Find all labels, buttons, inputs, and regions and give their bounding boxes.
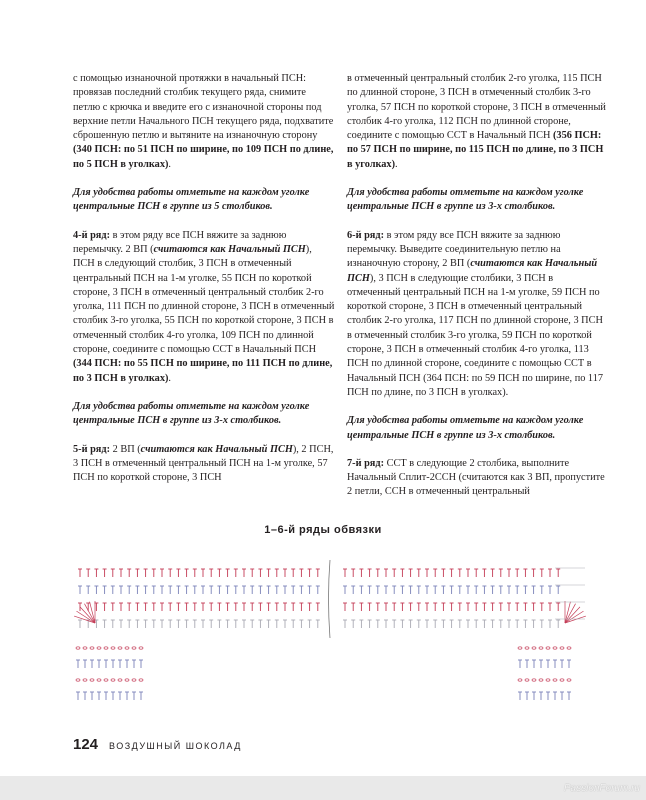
- fold-line: [329, 560, 331, 638]
- text-column-right: [347, 72, 609, 500]
- text: в этом ряду все ПСН вяжите за заднюю перемычку. Выведите соединительную петлю на изнаночную сторону, 2 ВП (: [347, 229, 561, 270]
- chain-mark: [111, 647, 115, 649]
- chain-mark: [111, 679, 115, 681]
- chain-mark: [76, 679, 80, 681]
- row-label: 5-й ряд:: [73, 443, 111, 455]
- page-number: 124: [73, 736, 99, 753]
- chain-mark: [118, 647, 122, 649]
- chain-mark: [97, 679, 101, 681]
- text-emphasis: считаются как Начальный ПСН: [153, 243, 306, 255]
- note-markers: Для удобства работы отметьте на каждом уголке центральные ПСН в группе из 3-х столбиков.: [347, 415, 584, 441]
- chain-mark: [567, 647, 571, 649]
- paragraph-row4: [73, 229, 335, 386]
- chain-mark: [90, 679, 94, 681]
- paragraph-row6: [347, 229, 609, 401]
- chain-mark: [125, 647, 129, 649]
- text: в отмеченный центральный столбик 2-го уголка, 115 ПСН по длинной стороне, 3 ПСН в отмеченный столбик 3-го уголка, 57 ПСН по короткой стороне, 3 ПСН в отмеченный столбик 4-го уголка, 112 ПСН по длинной стороне, соедините с помощью ССТ в Начальный ПСН: [347, 73, 606, 142]
- chain-mark: [560, 679, 564, 681]
- text: с помощью изнаночной протяжки в начальный ПСН: провязав последний столбик текущего ряда, снимите петлю с крючка и введите его с изнаночной стороны под верхние петли Начального ПСН текущего ряда, подхватите сброшенную петлю и вытяните на изнаночную сторону: [73, 73, 334, 142]
- chain-mark: [553, 647, 557, 649]
- text: 2 ВП (: [110, 443, 141, 455]
- text: в этом ряду все ПСН вяжите за заднюю перемычку. 2 ВП (: [73, 229, 287, 255]
- watermark: PassionForum.ru: [563, 783, 640, 794]
- text: ССТ в следующие 2 столбика, выполните Начальный Сплит-2ССН (считаются как 3 ВП, пропустите 2 петли, ССН в отмеченный центральный: [347, 457, 605, 498]
- chain-mark: [567, 679, 571, 681]
- diagram-title: 1–6-й ряды обвязки: [264, 524, 382, 536]
- book-title: ВОЗДУШНЫЙ ШОКОЛАД: [109, 741, 242, 751]
- stitch-count: (344 ПСН: по 55 ПСН по ширине, по 111 ПСН по длине, по 3 ПСН в уголках): [73, 358, 333, 384]
- note-markers: Для удобства работы отметьте на каждом уголке центральные ПСН в группе из 3-х столбиков.: [73, 400, 310, 427]
- chain-mark: [546, 647, 550, 649]
- text: .: [168, 158, 171, 170]
- chain-mark: [139, 647, 143, 649]
- chain-mark: [83, 679, 87, 681]
- chain-mark: [83, 647, 87, 649]
- text: ), 3 ПСН в следующие столбики, 3 ПСН в отмеченный центральный ПСН на 1-м уголке, 59 ПСН по короткой стороне, 3 ПСН в отмеченный центральный столбик 2-го уголка, 117 ПСН по длинной стороне, 3 ПСН в отмеченный столбик 3-го уголка, 59 ПСН по короткой стороне, 3 ПСН в отмеченный столбик 4-го уголка, 113 ПСН по длинной стороне, соедините с помощью ССТ в Начальный ПСН (364 ПСН: по 59 ПСН по ширине, по 117 ПСН по длине, по 3 ПСН в уголках).: [347, 272, 603, 398]
- chain-mark: [539, 679, 543, 681]
- stitch-count: (356 ПСН: по 57 ПСН по ширине, по 115 ПСН по длине, по 3 ПСН в уголках): [347, 130, 604, 170]
- chain-mark: [97, 647, 101, 649]
- chain-mark: [539, 647, 543, 649]
- paragraph-row3-end: [73, 72, 335, 172]
- note-markers: Для удобства работы отметьте на каждом уголке центральные ПСН в группе из 3-х столбиков.: [347, 187, 584, 213]
- chain-mark: [560, 647, 564, 649]
- chain-mark: [518, 647, 522, 649]
- text: .: [395, 158, 398, 170]
- chain-mark: [118, 679, 122, 681]
- text: ), 2 ПСН, 3 ПСН в отмеченный центральный ПСН на 1-м уголке, 57 ПСН по короткой стороне, 3 ПСН: [73, 443, 334, 484]
- chain-mark: [76, 647, 80, 649]
- chain-mark: [518, 679, 522, 681]
- chain-mark: [104, 647, 108, 649]
- paragraph-row5: [73, 443, 335, 486]
- crochet-chart: [0, 548, 646, 713]
- stitch-count: (340 ПСН: по 51 ПСН по ширине, по 109 ПСН по длине, по 5 ПСН в уголках): [73, 144, 334, 170]
- chain-mark: [132, 647, 136, 649]
- text-emphasis: считаются как Начальный ПСН: [347, 258, 598, 284]
- chain-mark: [139, 679, 143, 681]
- text-column-left: [73, 72, 335, 485]
- chain-mark: [525, 647, 529, 649]
- chain-mark: [90, 647, 94, 649]
- text-emphasis: считаются как Начальный ПСН: [140, 443, 293, 455]
- chain-mark: [525, 679, 529, 681]
- chain-mark: [546, 679, 550, 681]
- paragraph-row5-end: [347, 72, 609, 172]
- row-label: 6-й ряд:: [347, 229, 385, 241]
- paragraph-row7: [347, 457, 609, 500]
- chain-mark: [104, 679, 108, 681]
- note-markers: Для удобства работы отметьте на каждом уголке центральные ПСН в группе из 5 столбиков.: [73, 187, 310, 213]
- row-label: 4-й ряд:: [73, 229, 111, 241]
- chain-mark: [532, 679, 536, 681]
- text: .: [168, 372, 171, 384]
- chain-mark: [532, 647, 536, 649]
- chain-mark: [553, 679, 557, 681]
- chain-mark: [132, 679, 136, 681]
- row-label: 7-й ряд:: [347, 457, 385, 469]
- chain-mark: [125, 679, 129, 681]
- text: ), ПСН в следующий столбик, 3 ПСН в отмеченный центральный ПСН на 1-м уголке, 55 ПСН по короткой стороне, 3 ПСН в отмеченный центральный столбик 2-го уголка, 111 ПСН по длинной стороне, 3 ПСН в отмеченный столбик 3-го уголка, 55 ПСН по короткой стороне, 3 ПСН в отмеченный столбик 4-го уголка, 109 ПСН по длинной стороне, соедините с помощью ССТ в Начальный ПСН: [73, 243, 335, 356]
